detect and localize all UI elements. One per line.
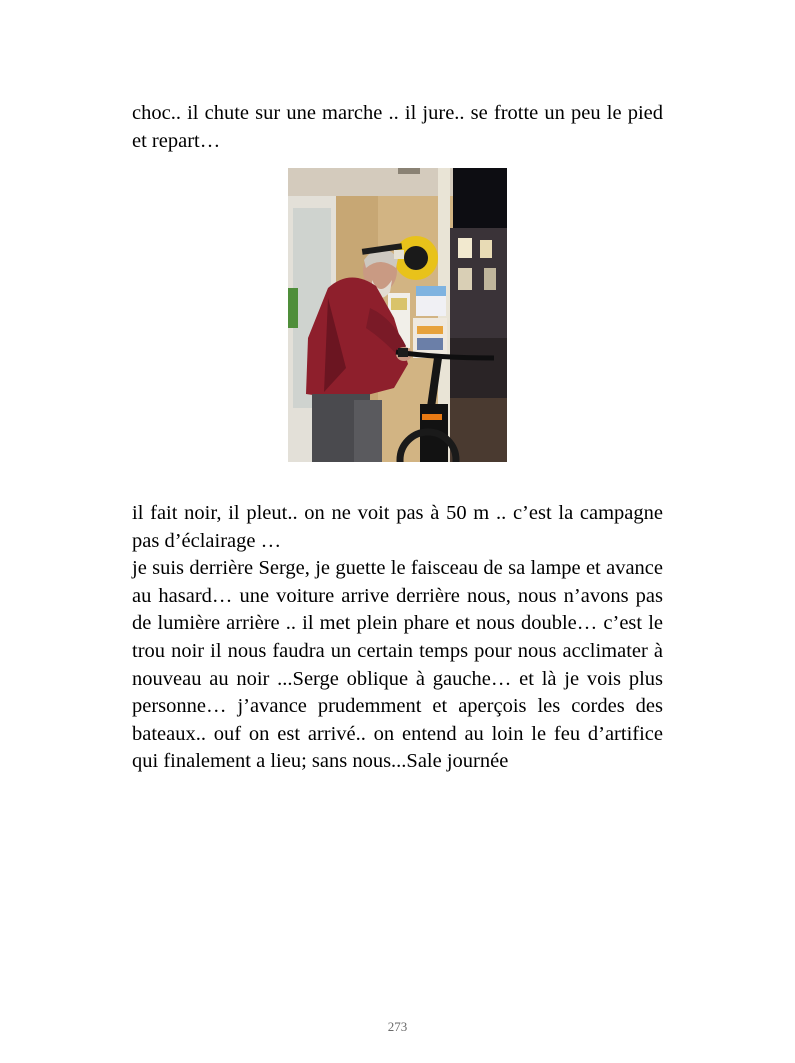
- photo-image: [288, 168, 507, 462]
- photo-cyclist-at-night: [288, 168, 507, 462]
- paragraph-2: il fait noir, il pleut.. on ne voit pas à 50 m .. c’est la campagne pas d’éclairage … je suis derrière Serge, je guette le faisceau de sa lampe et avance au hasard… une voiture arrive derrière nous, nous n’avons pas de lumière arrière .. il met plein phare et nous double… c’est le trou noir il nous faudra un certain temps pour nous acclimater à nouveau au noir ...Serge oblique à gauche… et là je vois plus personne… j’avance prudemment et aperçois les cordes des bateaux.. ouf on est arrivé.. on entend au loin le feu d’artifice qui finalement a lieu; sans nous...Sale journée: [132, 502, 663, 773]
- page-number: 273: [387, 1019, 408, 1034]
- paragraph-1: choc.. il chute sur une marche .. il jure.. se frotte un peu le pied et repart…: [132, 102, 663, 152]
